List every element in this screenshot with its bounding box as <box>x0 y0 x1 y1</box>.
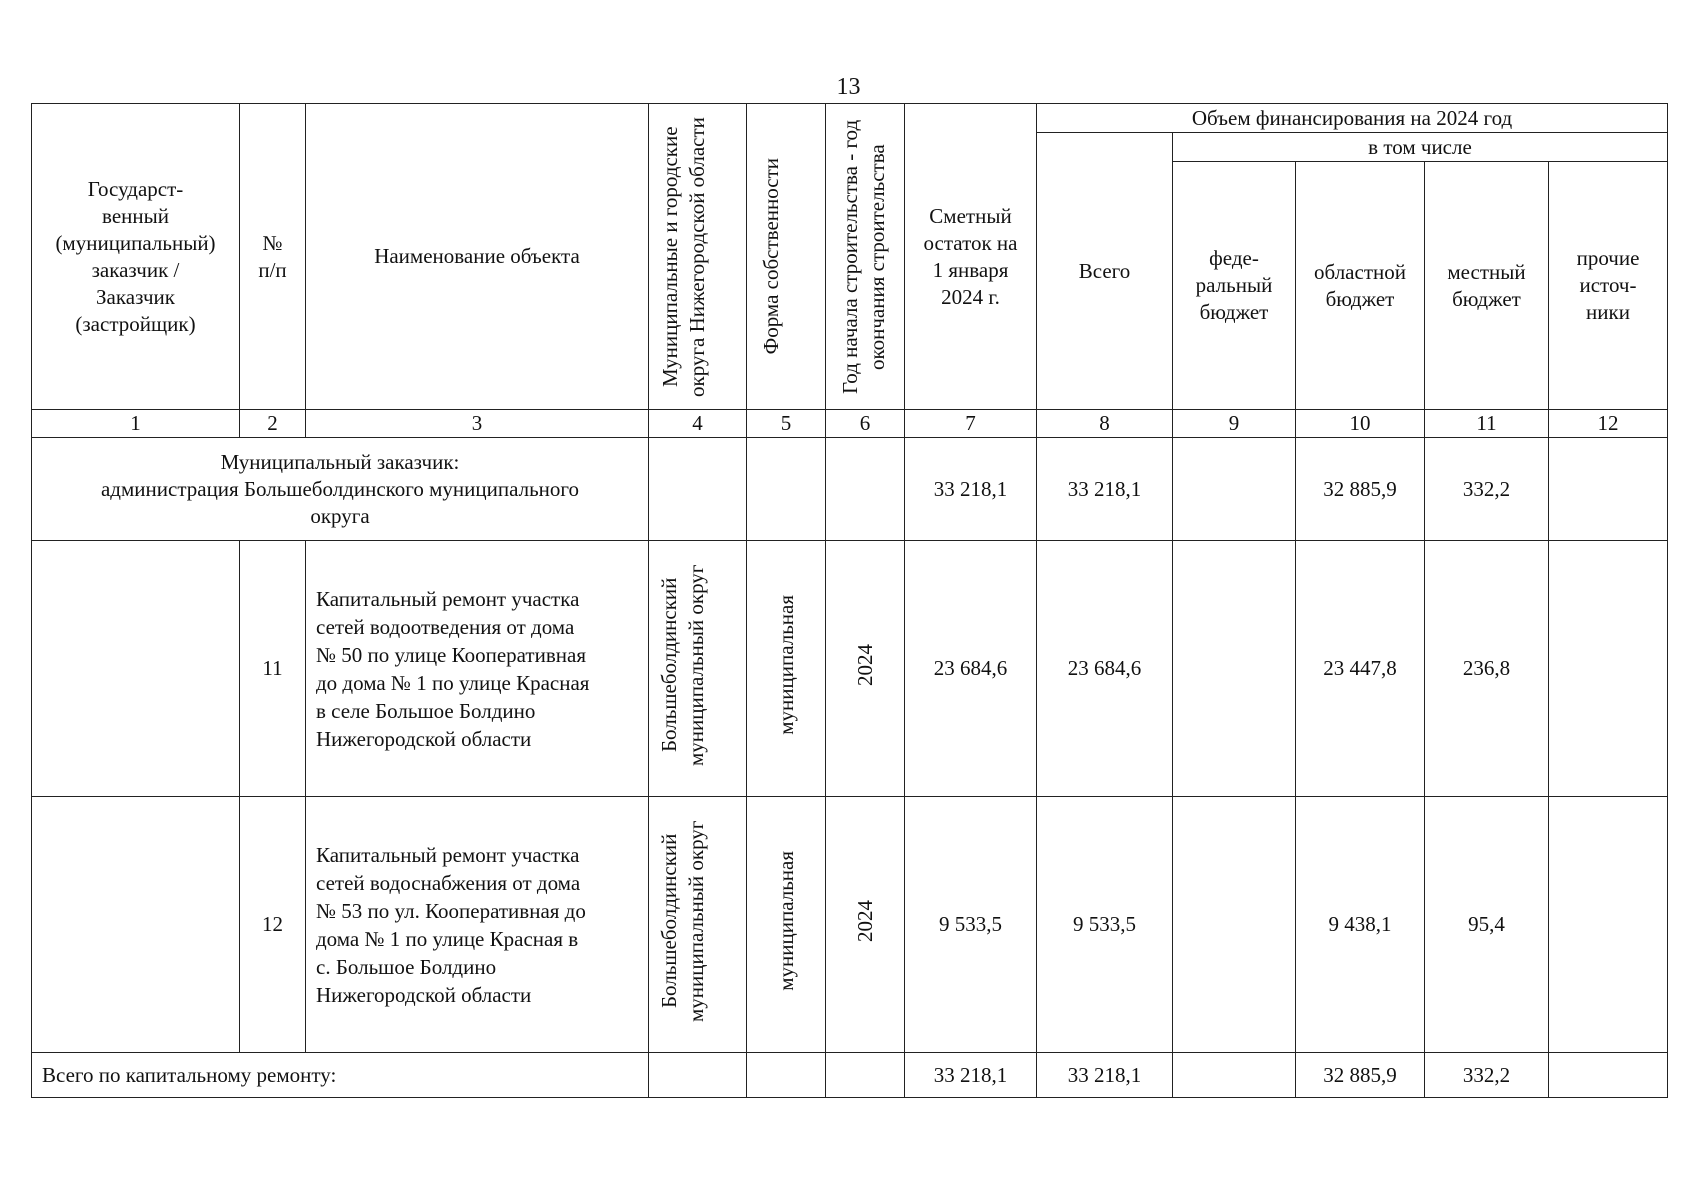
row-other <box>1549 797 1668 1053</box>
header-including: в том числе <box>1173 133 1668 162</box>
header-total: Всего <box>1037 133 1173 410</box>
header-local: местный бюджет <box>1425 162 1549 410</box>
totals-total: 33 218,1 <box>1037 1053 1173 1098</box>
header-other: прочие источ- ники <box>1549 162 1668 410</box>
row-total: 9 533,5 <box>1037 797 1173 1053</box>
row-ownership: муниципальная <box>747 541 826 797</box>
row-estimate: 23 684,6 <box>905 541 1037 797</box>
header-object-name: Наименование объекта <box>306 104 649 410</box>
column-number: 6 <box>826 410 905 438</box>
row-customer <box>32 541 240 797</box>
row-federal <box>1173 797 1296 1053</box>
header-federal: феде- ральный бюджет <box>1173 162 1296 410</box>
group-other <box>1549 438 1668 541</box>
header-financing: Объем финансирования на 2024 год <box>1037 104 1668 133</box>
page-number: 13 <box>836 74 861 100</box>
row-customer <box>32 797 240 1053</box>
column-number: 10 <box>1296 410 1425 438</box>
totals-estimate: 33 218,1 <box>905 1053 1037 1098</box>
totals-years <box>826 1053 905 1098</box>
column-number: 11 <box>1425 410 1549 438</box>
column-number: 7 <box>905 410 1037 438</box>
group-federal <box>1173 438 1296 541</box>
row-estimate: 9 533,5 <box>905 797 1037 1053</box>
totals-district <box>649 1053 747 1098</box>
totals-federal <box>1173 1053 1296 1098</box>
table-row <box>32 797 1668 1053</box>
row-district: Большеболдинский муниципальный округ <box>649 541 747 797</box>
column-number: 1 <box>32 410 240 438</box>
totals-regional: 32 885,9 <box>1296 1053 1425 1098</box>
header-regional: областной бюджет <box>1296 162 1425 410</box>
totals-ownership <box>747 1053 826 1098</box>
group-years <box>826 438 905 541</box>
row-object-name: Капитальный ремонт участка сетей водоотведения от дома № 50 по улице Кооперативная до дома № 1 по улице Красная в селе Большое Болдино Нижегородской области <box>306 541 649 797</box>
column-number: 2 <box>240 410 306 438</box>
group-regional: 32 885,9 <box>1296 438 1425 541</box>
row-number: 11 <box>240 541 306 797</box>
column-number: 5 <box>747 410 826 438</box>
table-row <box>32 541 1668 797</box>
row-local: 236,8 <box>1425 541 1549 797</box>
row-years: 2024 <box>826 797 905 1053</box>
header-row-1 <box>32 104 1668 133</box>
row-number: 12 <box>240 797 306 1053</box>
column-number: 12 <box>1549 410 1668 438</box>
financing-table <box>31 103 1668 1098</box>
row-object-name: Капитальный ремонт участка сетей водоснабжения от дома № 53 по ул. Кооперативная до дома № 1 по улице Красная в с. Большое Болдино Нижегородской области <box>306 797 649 1053</box>
column-number: 3 <box>306 410 649 438</box>
totals-local: 332,2 <box>1425 1053 1549 1098</box>
row-years: 2024 <box>826 541 905 797</box>
header-ownership: Форма собственности <box>747 104 826 410</box>
group-ownership <box>747 438 826 541</box>
row-local: 95,4 <box>1425 797 1549 1053</box>
row-other <box>1549 541 1668 797</box>
row-regional: 23 447,8 <box>1296 541 1425 797</box>
group-district <box>649 438 747 541</box>
group-total: 33 218,1 <box>1037 438 1173 541</box>
header-number: № п/п <box>240 104 306 410</box>
totals-label: Всего по капитальному ремонту: <box>32 1053 649 1098</box>
header-years: Год начала строительства - год окончания строительства <box>826 104 905 410</box>
column-number: 8 <box>1037 410 1173 438</box>
column-numbers-row <box>32 410 1668 438</box>
row-district: Большеболдинский муниципальный округ <box>649 797 747 1053</box>
totals-row <box>32 1053 1668 1098</box>
header-estimate: Сметный остаток на 1 января 2024 г. <box>905 104 1037 410</box>
column-number: 9 <box>1173 410 1296 438</box>
row-federal <box>1173 541 1296 797</box>
header-districts: Муниципальные и городские округа Нижегородской области <box>649 104 747 410</box>
header-customer: Государст- венный (муниципальный) заказчик / Заказчик (застройщик) <box>32 104 240 410</box>
group-label: Муниципальный заказчик: администрация Большеболдинского муниципального округа <box>32 438 649 541</box>
totals-other <box>1549 1053 1668 1098</box>
group-local: 332,2 <box>1425 438 1549 541</box>
row-regional: 9 438,1 <box>1296 797 1425 1053</box>
group-row <box>32 438 1668 541</box>
column-number: 4 <box>649 410 747 438</box>
row-total: 23 684,6 <box>1037 541 1173 797</box>
group-estimate: 33 218,1 <box>905 438 1037 541</box>
row-ownership: муниципальная <box>747 797 826 1053</box>
